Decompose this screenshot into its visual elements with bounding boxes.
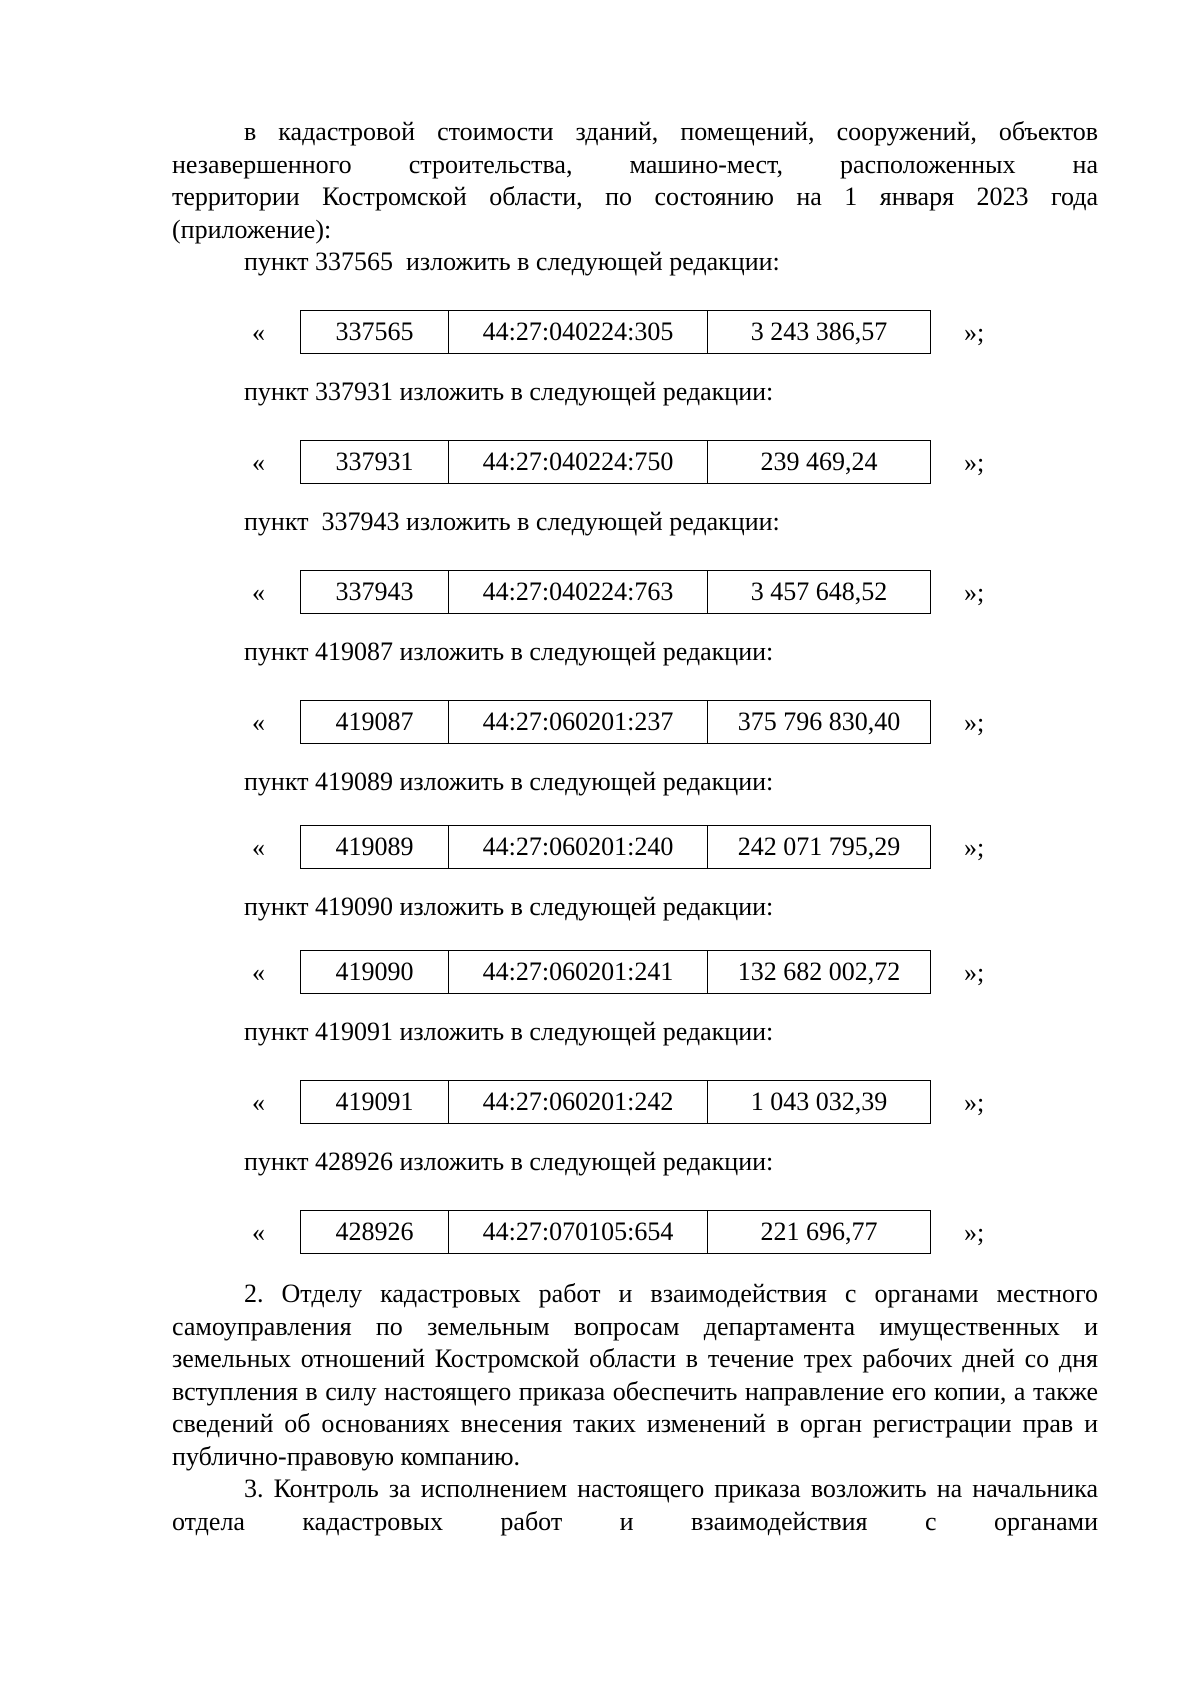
intro-paragraph bbox=[172, 116, 1098, 246]
cadastral-value-cell: 375 796 830,40 bbox=[737, 707, 901, 736]
item-number-cell: 419091 bbox=[301, 1081, 449, 1123]
item-instruction: пункт 419087 изложить в следующей редакции: bbox=[244, 637, 774, 666]
table-row bbox=[300, 440, 931, 484]
item-instruction: пункт 419091 изложить в следующей редакции: bbox=[244, 1017, 774, 1046]
quote-close: »; bbox=[964, 318, 985, 347]
item-instruction: пункт 337565 изложить в следующей редакции: bbox=[244, 247, 780, 276]
cadastral-value-cell: 221 696,77 bbox=[760, 1217, 878, 1246]
item-instruction: пункт 428926 изложить в следующей редакции: bbox=[244, 1147, 774, 1176]
quote-open: « bbox=[252, 708, 265, 737]
cadastral-number-cell: 44:27:040224:305 bbox=[449, 311, 708, 353]
item-number-cell: 419090 bbox=[301, 951, 449, 993]
quote-close: »; bbox=[964, 448, 985, 477]
cadastral-number-cell: 44:27:060201:241 bbox=[449, 951, 708, 993]
cadastral-number-cell: 44:27:040224:750 bbox=[449, 441, 708, 483]
quote-close: »; bbox=[964, 578, 985, 607]
cadastral-value-cell: 3 457 648,52 bbox=[750, 577, 888, 606]
cadastral-value-cell: 242 071 795,29 bbox=[737, 832, 901, 861]
item-number-cell: 337931 bbox=[301, 441, 449, 483]
paragraph-3: 3. Контроль за исполнением настоящего приказа возложить на начальника отдела кадастровых работ и взаимодействия с органами bbox=[172, 1474, 1098, 1536]
intro-line-2: незавершенного строительства, машино-мест, расположенных на bbox=[172, 149, 1098, 179]
quote-open: « bbox=[252, 1218, 265, 1247]
quote-open: « bbox=[252, 833, 265, 862]
cadastral-value-cell: 239 469,24 bbox=[760, 447, 878, 476]
cadastral-number-cell: 44:27:040224:763 bbox=[449, 571, 708, 613]
cadastral-number-cell: 44:27:070105:654 bbox=[449, 1211, 708, 1253]
intro-line-4: (приложение): bbox=[172, 214, 332, 244]
table-row bbox=[300, 1210, 931, 1254]
item-instruction: пункт 419090 изложить в следующей редакции: bbox=[244, 892, 774, 921]
item-number-cell: 337565 bbox=[301, 311, 449, 353]
intro-line-1: в кадастровой стоимости зданий, помещений, сооружений, объектов bbox=[244, 117, 1098, 146]
quote-close: »; bbox=[964, 958, 985, 987]
item-number-cell: 428926 bbox=[301, 1211, 449, 1253]
quote-open: « bbox=[252, 1088, 265, 1117]
quote-close: »; bbox=[964, 708, 985, 737]
intro-line-3: территории Костромской области, по состоянию на 1 января 2023 года bbox=[172, 182, 1098, 211]
table-row bbox=[300, 1080, 931, 1124]
cadastral-number-cell: 44:27:060201:242 bbox=[449, 1081, 708, 1123]
item-instruction: пункт 337943 изложить в следующей редакции: bbox=[244, 507, 780, 536]
item-instruction: пункт 419089 изложить в следующей редакции: bbox=[244, 767, 774, 796]
item-number-cell: 419087 bbox=[301, 701, 449, 743]
cadastral-value-cell: 3 243 386,57 bbox=[750, 317, 888, 346]
table-row bbox=[300, 570, 931, 614]
table-row bbox=[300, 700, 931, 744]
item-instruction: пункт 337931 изложить в следующей редакции: bbox=[244, 377, 774, 406]
table-row bbox=[300, 310, 931, 354]
quote-open: « bbox=[252, 958, 265, 987]
quote-open: « bbox=[252, 448, 265, 477]
quote-close: »; bbox=[964, 833, 985, 862]
quote-open: « bbox=[252, 318, 265, 347]
cadastral-number-cell: 44:27:060201:240 bbox=[449, 826, 708, 868]
item-number-cell: 337943 bbox=[301, 571, 449, 613]
paragraph-2: 2. Отделу кадастровых работ и взаимодействия с органами местного самоуправления по земельным вопросам департамента имущественных и земельных отношений Костромской области в течение трех рабочих дней со дня вступления в силу настоящего приказа обеспечить направление его копии, а также сведений об основаниях внесения таких изменений в орган регистрации прав и публично-правовую компанию. bbox=[172, 1279, 1098, 1471]
quote-open: « bbox=[252, 578, 265, 607]
item-number-cell: 419089 bbox=[301, 826, 449, 868]
table-row bbox=[300, 950, 931, 994]
cadastral-value-cell: 132 682 002,72 bbox=[737, 957, 901, 986]
cadastral-number-cell: 44:27:060201:237 bbox=[449, 701, 708, 743]
quote-close: »; bbox=[964, 1218, 985, 1247]
cadastral-value-cell: 1 043 032,39 bbox=[750, 1087, 888, 1116]
quote-close: »; bbox=[964, 1088, 985, 1117]
table-row bbox=[300, 825, 931, 869]
